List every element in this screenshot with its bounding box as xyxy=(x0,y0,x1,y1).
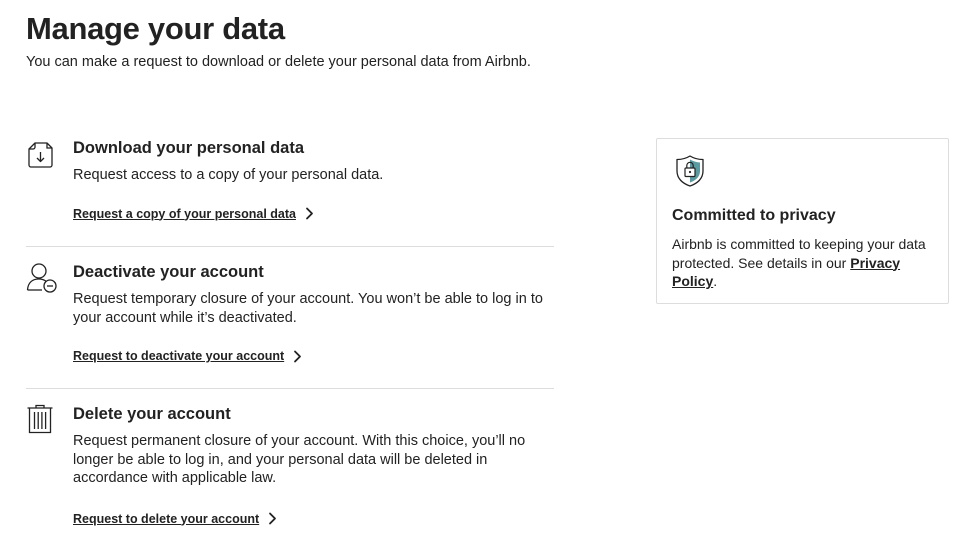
request-deactivate-link[interactable] xyxy=(73,348,302,364)
request-copy-link-label: Request a copy of your personal data xyxy=(73,206,296,221)
privacy-title: Committed to privacy xyxy=(672,207,836,224)
section-description: Request access to a copy of your personal data. xyxy=(73,167,384,183)
request-copy-link[interactable] xyxy=(73,206,314,222)
section-divider xyxy=(26,388,554,389)
page-subtitle: You can make a request to download or delete your personal data from Airbnb. xyxy=(26,54,531,70)
chevron-right-icon xyxy=(293,350,302,363)
download-data-content xyxy=(73,138,554,223)
section-divider xyxy=(26,246,554,247)
download-file-icon xyxy=(26,138,54,170)
privacy-card xyxy=(656,138,949,304)
page-title: Manage your data xyxy=(26,11,285,46)
privacy-policy-link[interactable]: Privacy Policy xyxy=(672,254,901,289)
request-deactivate-link-label: Request to deactivate your account xyxy=(73,349,285,363)
shield-lock-icon xyxy=(674,154,706,188)
deactivate-account-content xyxy=(73,262,554,365)
trash-icon xyxy=(26,404,54,436)
section-title: Deactivate your account xyxy=(73,263,264,281)
delete-account-section xyxy=(26,404,554,534)
chevron-right-icon xyxy=(268,512,277,525)
delete-account-content xyxy=(73,404,554,528)
privacy-text-after: . xyxy=(713,273,718,289)
section-description: Request temporary closure of your account. You won’t be able to log in to your account while it’s deactivated. xyxy=(73,291,543,326)
privacy-text-before: Airbnb is committed to keeping your data protected. See details in our xyxy=(672,236,926,271)
download-data-section xyxy=(26,138,554,230)
request-delete-link[interactable] xyxy=(73,511,277,527)
request-delete-link-label: Request to delete your account xyxy=(73,511,260,526)
section-description: Request permanent closure of your account. With this choice, you’ll no longer be able to log in, and your personal data will be deleted in accordance with applicable law. xyxy=(73,433,526,486)
section-title: Download your personal data xyxy=(73,139,305,157)
privacy-description xyxy=(672,235,937,291)
chevron-right-icon xyxy=(305,207,314,220)
section-title: Delete your account xyxy=(73,405,231,423)
deactivate-account-section xyxy=(26,262,554,372)
user-minus-icon xyxy=(26,262,54,294)
